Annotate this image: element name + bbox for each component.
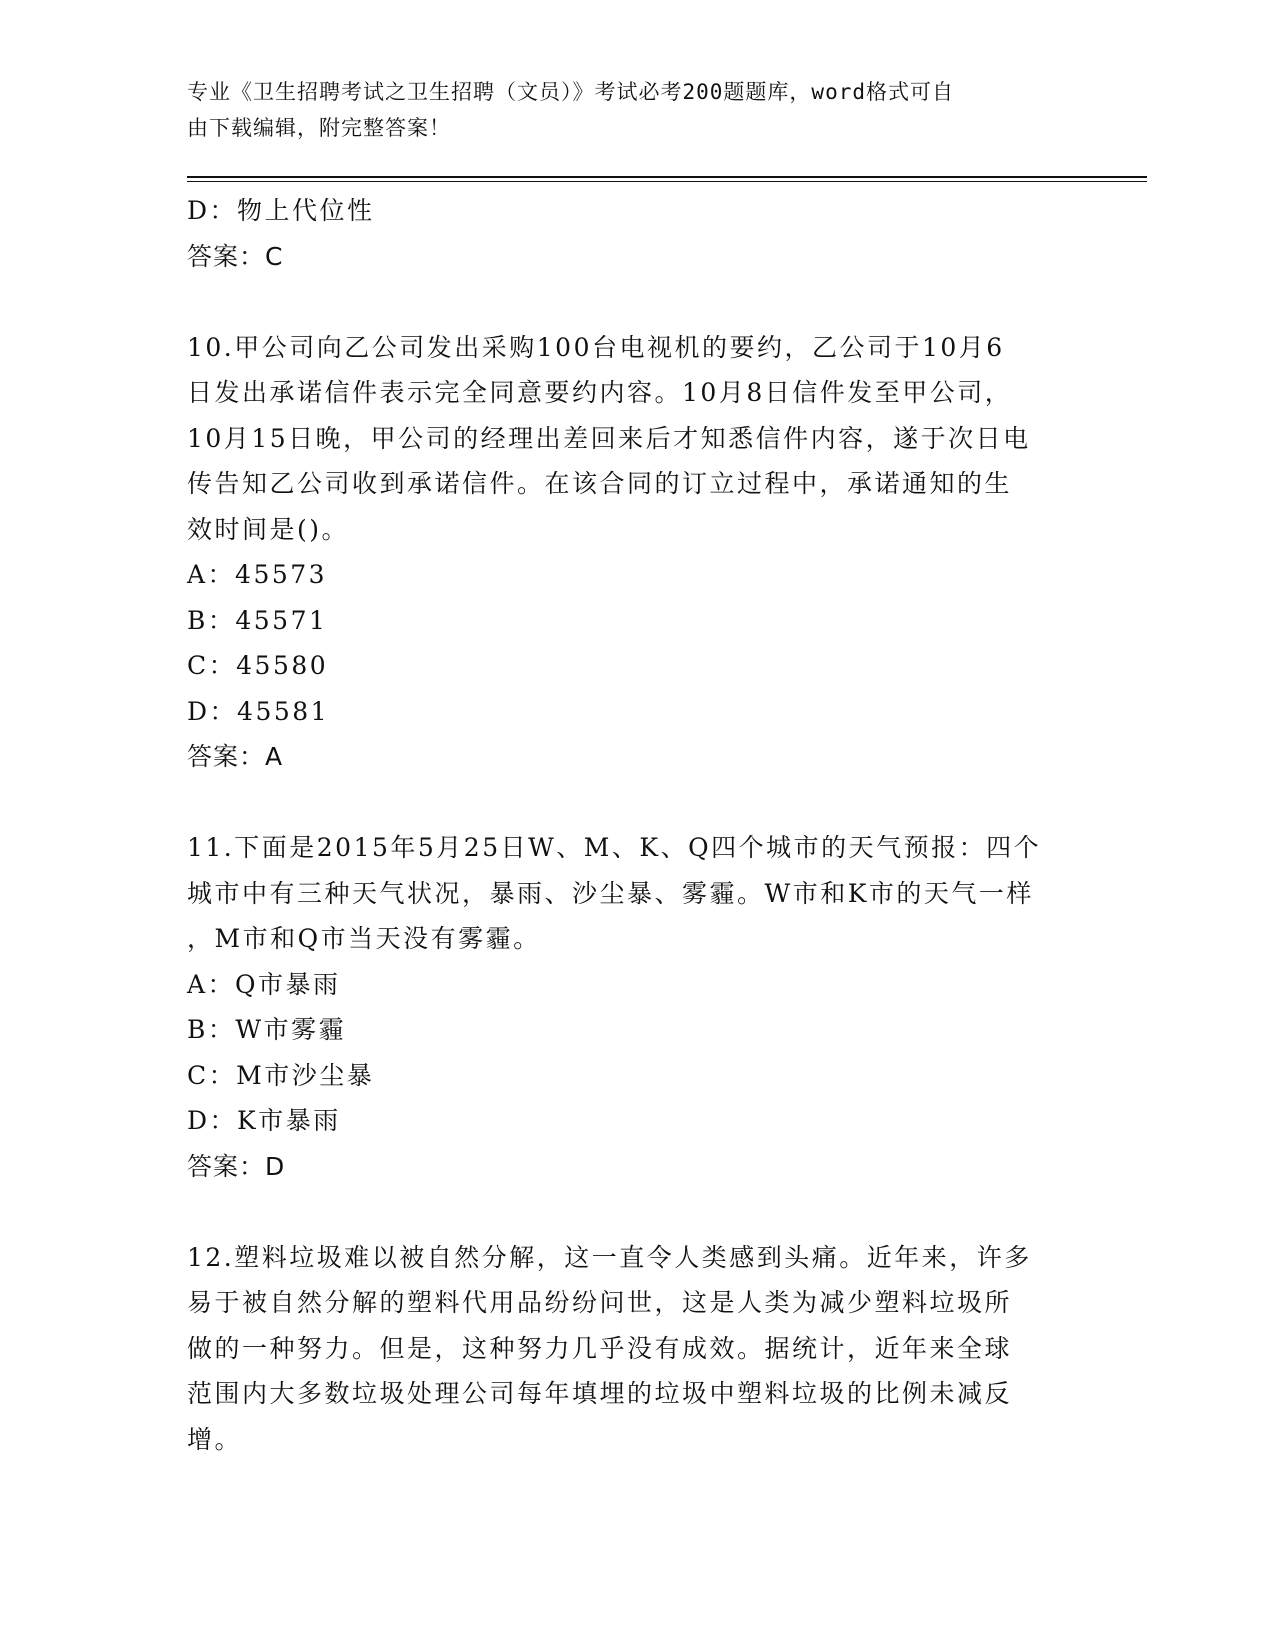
q10-option-c: C：45580 xyxy=(187,651,329,680)
q10-text-line: 10月15日晚，甲公司的经理出差回来后才知悉信件内容，遂于次日电 xyxy=(187,423,1031,453)
q10-option-d: D：45581 xyxy=(187,696,330,726)
spacer xyxy=(187,279,1087,325)
q10-answer: 答案：A xyxy=(187,742,284,771)
header-rule-thin xyxy=(187,181,1147,182)
header-line-1: 专业《卫生招聘考试之卫生招聘（文员）》考试必考200题题库，word格式可自 xyxy=(187,80,954,104)
prev-option-d: D：物上代位性 xyxy=(187,196,375,225)
q12-text-line: 易于被自然分解的塑料代用品纷纷问世，这是人类为减少塑料垃圾所 xyxy=(187,1288,1013,1317)
q10-text-line: 效时间是()。 xyxy=(187,514,350,544)
page-header xyxy=(187,74,1067,146)
spacer xyxy=(187,1189,1087,1235)
q12-text-line: 范围内大多数垃圾处理公司每年填埋的垃圾中塑料垃圾的比例未减反 xyxy=(187,1379,1013,1408)
header-rule-thick xyxy=(187,176,1147,178)
question-10 xyxy=(187,325,1087,780)
q11-option-a: A：Q市暴雨 xyxy=(187,969,341,999)
q12-text-line: 做的一种努力。但是，这种努力几乎没有成效。据统计，近年来全球 xyxy=(187,1333,1013,1363)
q10-text-line: 传告知乙公司收到承诺信件。在该合同的订立过程中，承诺通知的生 xyxy=(187,469,1013,498)
q11-text-line: 城市中有三种天气状况，暴雨、沙尘暴、雾霾。W市和K市的天气一样 xyxy=(187,878,1034,908)
document-body xyxy=(187,188,1087,1462)
question-12 xyxy=(187,1235,1087,1463)
header-line-2: 由下载编辑，附完整答案！ xyxy=(187,116,451,140)
question-11 xyxy=(187,825,1087,1189)
prev-answer: 答案：C xyxy=(187,241,284,271)
q11-option-b: B：W市雾霾 xyxy=(187,1015,347,1044)
q10-text-line: 10.甲公司向乙公司发出采购100台电视机的要约，乙公司于10月6 xyxy=(187,332,1005,362)
q12-text-line: 12.塑料垃圾难以被自然分解，这一直令人类感到头痛。近年来，许多 xyxy=(187,1242,1032,1272)
q11-option-d: D：K市暴雨 xyxy=(187,1106,341,1135)
q11-answer: 答案：D xyxy=(187,1151,286,1181)
q10-option-a: A：45573 xyxy=(187,560,328,589)
q10-text-line: 日发出承诺信件表示完全同意要约内容。10月8日信件发至甲公司， xyxy=(187,378,1013,407)
q11-text-line: ，M市和Q市当天没有雾霾。 xyxy=(187,924,541,953)
q11-option-c: C：M市沙尘暴 xyxy=(187,1060,375,1090)
q12-text-line: 增。 xyxy=(187,1424,243,1454)
q10-option-b: B：45571 xyxy=(187,605,328,635)
spacer xyxy=(187,780,1087,826)
q11-text-line: 11.下面是2015年5月25日W、M、K、Q四个城市的天气预报：四个 xyxy=(187,833,1042,862)
